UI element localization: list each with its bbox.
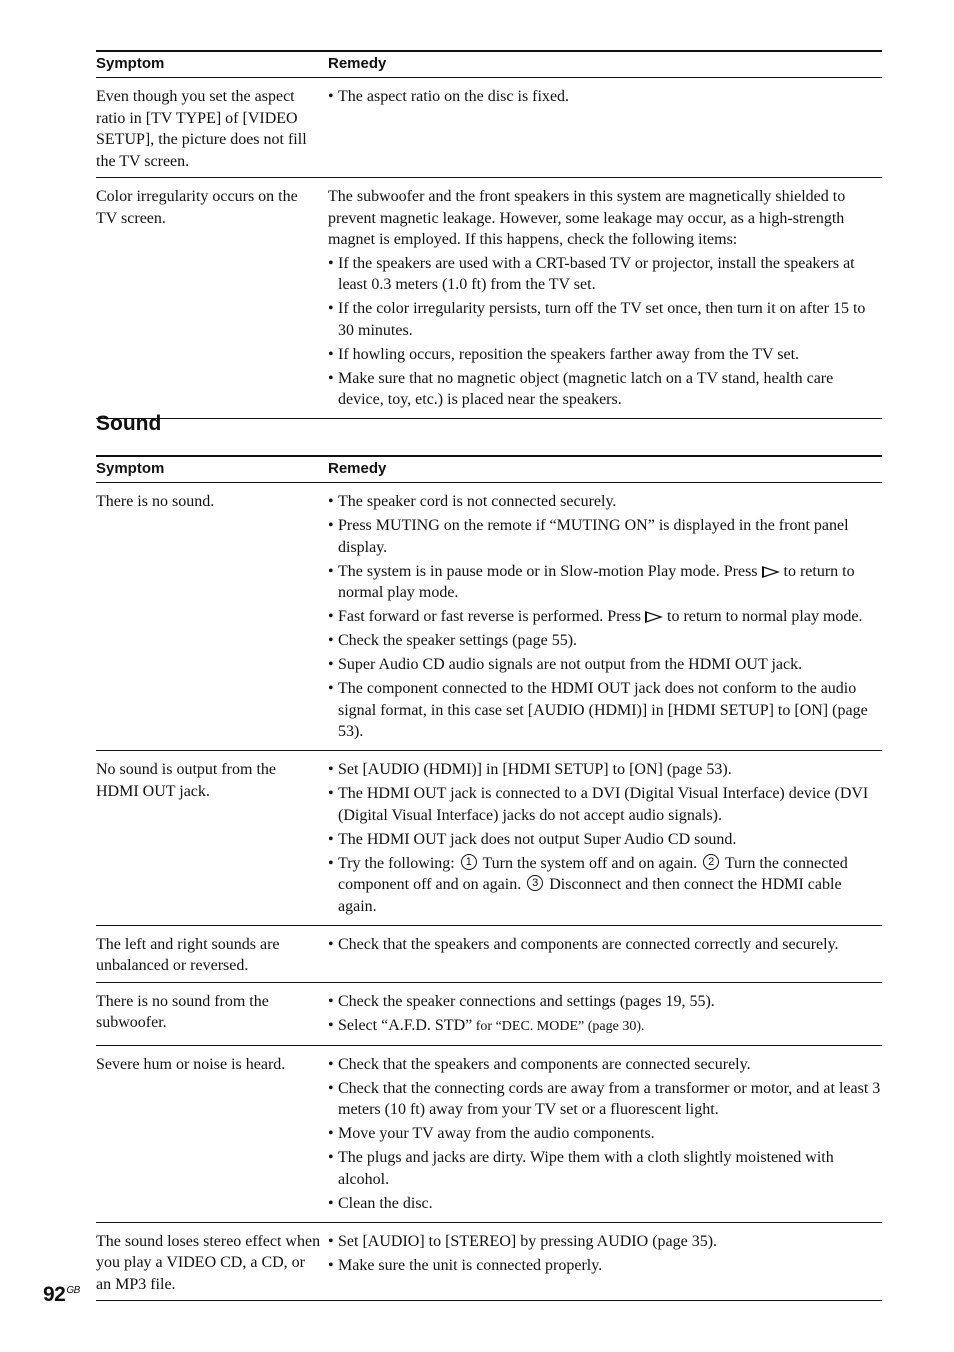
remedy-item — [328, 1015, 882, 1038]
remedy-cell — [328, 751, 882, 925]
symptom-cell: There is no sound. — [96, 493, 215, 510]
remedy-text: Fast forward or fast reverse is performed. Press — [338, 608, 642, 625]
table-row — [96, 1046, 882, 1223]
step-text: Turn the connected component off and on again. — [338, 854, 848, 893]
remedy-intro: The subwoofer and the front speakers in this system are magnetically shielded to prevent magnetic leakage. However, some leakage may occur, as a high-strength magnet is employed. If this happens, check the following items: — [328, 188, 846, 248]
remedy-item: • Check that the speakers and components are connected securely. — [328, 1054, 882, 1076]
remedy-cell — [328, 1046, 882, 1222]
symptom-cell: No sound is output from the HDMI OUT jack. — [96, 761, 276, 800]
remedy-header: Remedy — [328, 460, 387, 477]
remedy-item: • Set [AUDIO (HDMI)] in [HDMI SETUP] to [ON] (page 53). — [328, 759, 882, 781]
remedy-item: • Make sure that no magnetic object (magnetic latch on a TV stand, health care device, toy, etc.) is placed near the speakers. — [328, 368, 882, 411]
play-icon — [645, 611, 663, 623]
table-row — [96, 1223, 882, 1302]
remedy-text: Select “A.F.D. STD” — [338, 1016, 473, 1034]
remedy-cell — [328, 483, 882, 750]
remedy-item: • Super Audio CD audio signals are not output from the HDMI OUT jack. — [328, 654, 882, 676]
remedy-item: • Clean the disc. — [328, 1193, 882, 1215]
remedy-item — [328, 853, 882, 918]
remedy-item — [328, 606, 882, 628]
table-row — [96, 926, 882, 983]
remedy-item: • If the speakers are used with a CRT-based TV or projector, install the speakers at least 0.3 meters (1.0 ft) from the TV set. — [328, 253, 882, 296]
remedy-item: • The component connected to the HDMI OUT jack does not conform to the audio signal format, in this case set [AUDIO (HDMI)] in [HDMI SETUP] to [ON] (page 53). — [328, 678, 882, 743]
table-header — [96, 50, 882, 78]
remedy-item: • Set [AUDIO] to [STEREO] by pressing AUDIO (page 35). — [328, 1231, 882, 1253]
remedy-item: • The aspect ratio on the disc is fixed. — [328, 86, 882, 108]
remedy-item: • The speaker cord is not connected securely. — [328, 491, 882, 513]
remedy-text: to return to normal play mode. — [667, 608, 863, 625]
remedy-text: The system is in pause mode or in Slow-motion Play mode. Press — [338, 562, 758, 580]
remedy-item: • Move your TV away from the audio components. — [328, 1123, 882, 1145]
remedy-item: • Check that the speakers and components are connected correctly and securely. — [328, 934, 882, 956]
symptom-cell: Color irregularity occurs on the TV screen. — [96, 188, 298, 227]
remedy-text: for “DEC. MODE” (page 30). — [472, 1018, 645, 1034]
table-row — [96, 751, 882, 926]
remedy-cell — [328, 926, 882, 982]
remedy-item: • If the color irregularity persists, turn off the TV set once, then turn it on after 15 to 30 minutes. — [328, 298, 882, 341]
symptom-cell: Even though you set the aspect ratio in [TV TYPE] of [VIDEO SETUP], the picture does not fill the TV screen. — [96, 88, 307, 170]
step-number-badge: 3 — [527, 875, 543, 891]
remedy-header: Remedy — [328, 55, 387, 72]
symptom-cell: The sound loses stereo effect when you play a VIDEO CD, a CD, or an MP3 file. — [96, 1232, 321, 1293]
remedy-cell — [328, 1223, 882, 1301]
remedy-cell — [328, 78, 882, 177]
remedy-item: • If howling occurs, reposition the speakers farther away from the TV set. — [328, 344, 882, 366]
remedy-item: • Press MUTING on the remote if “MUTING ON” is displayed in the front panel display. — [328, 515, 882, 558]
table-row — [96, 983, 882, 1046]
remedy-item: • Check the speaker connections and settings (pages 19, 55). — [328, 991, 882, 1013]
step-number-badge: 1 — [461, 854, 477, 870]
remedy-item: • The plugs and jacks are dirty. Wipe them with a cloth slightly moistened with alcohol. — [328, 1147, 882, 1190]
remedy-item: • Make sure the unit is connected properly. — [328, 1255, 882, 1277]
symptom-cell: Severe hum or noise is heard. — [96, 1055, 286, 1073]
step-text: Disconnect and then connect the HDMI cable again. — [338, 876, 842, 915]
table-row — [96, 483, 882, 751]
remedy-item: • The HDMI OUT jack does not output Super Audio CD sound. — [328, 829, 882, 851]
symptom-cell: There is no sound from the subwoofer. — [96, 992, 269, 1031]
play-icon — [762, 566, 780, 578]
symptom-cell: The left and right sounds are unbalanced or reversed. — [96, 935, 280, 974]
step-text: Turn the system off and on again. — [482, 854, 698, 872]
remedy-item: • Check the speaker settings (page 55). — [328, 630, 882, 652]
table-row — [96, 178, 882, 419]
remedy-item: • The HDMI OUT jack is connected to a DVI (Digital Visual Interface) device (DVI (Digital Visual Interface) jacks do not accept audio signals). — [328, 783, 882, 826]
remedy-cell — [328, 983, 882, 1045]
remedy-item — [328, 561, 882, 604]
table-row — [96, 78, 882, 178]
page-number-value: 92 — [43, 1283, 66, 1306]
step-number-badge: 2 — [703, 854, 719, 870]
picture-troubleshooting-table — [96, 50, 882, 419]
table-header — [96, 455, 882, 483]
symptom-header: Symptom — [96, 55, 165, 72]
page-region-suffix: GB — [66, 1285, 80, 1296]
remedy-text: to return to normal play mode. — [338, 562, 855, 601]
remedy-cell — [328, 178, 882, 418]
sound-troubleshooting-table — [96, 455, 882, 1301]
symptom-header: Symptom — [96, 460, 165, 477]
remedy-text: Try the following: — [338, 854, 455, 872]
section-heading-sound: Sound — [96, 412, 162, 435]
page-number — [43, 1283, 80, 1307]
remedy-item: • Check that the connecting cords are away from a transformer or motor, and at least 3 meters (10 ft) away from your TV set or a fluorescent light. — [328, 1078, 882, 1121]
